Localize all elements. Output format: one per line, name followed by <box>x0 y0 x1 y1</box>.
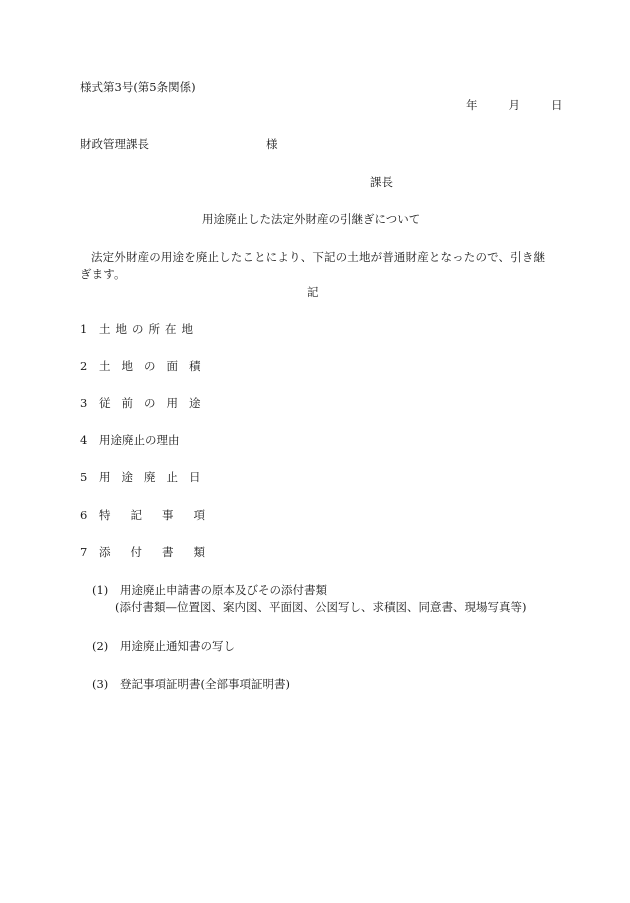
item-label: 土地の面積 <box>99 359 212 373</box>
item-number: 2 <box>80 359 88 373</box>
document-title: 用途廃止した法定外財産の引継ぎについて <box>202 212 421 226</box>
list-item <box>80 324 198 336</box>
item-number: 6 <box>80 508 88 522</box>
attachment-item <box>92 641 235 653</box>
item-label: 特記事項 <box>99 508 225 522</box>
item-number: 7 <box>80 545 88 559</box>
item-number: 3 <box>80 396 88 410</box>
item-number: 5 <box>80 470 88 484</box>
list-item <box>80 547 225 559</box>
date-year: 年 <box>466 98 478 112</box>
form-number: 様式第3号(第5条関係) <box>80 80 196 94</box>
item-label: 用途廃止の理由 <box>99 433 180 447</box>
sender: 課長 <box>370 175 393 189</box>
attachment-item <box>92 679 290 691</box>
attachment-number: (3) <box>92 677 109 691</box>
item-label: 用途廃止日 <box>99 470 212 484</box>
attachment-note: (添付書類—位置図、案内図、平面図、公図写し、求積図、同意書、現場写真等) <box>115 600 527 614</box>
item-label: 土地の所在地 <box>99 322 198 336</box>
recipient-honorific: 様 <box>266 137 278 151</box>
date-month: 月 <box>508 98 520 112</box>
attachment-item <box>92 585 327 597</box>
date-line <box>466 100 563 112</box>
attachment-number: (1) <box>92 583 109 597</box>
recipient: 財政管理課長 <box>80 137 149 151</box>
item-number: 1 <box>80 322 88 336</box>
attachment-label: 用途廃止申請書の原本及びその添付書類 <box>120 583 327 597</box>
item-number: 4 <box>80 433 88 447</box>
list-item <box>80 472 212 484</box>
attachment-label: 用途廃止通知書の写し <box>120 639 235 653</box>
attachment-number: (2) <box>92 639 109 653</box>
attachment-label: 登記事項証明書(全部事項証明書) <box>120 677 290 691</box>
date-day: 日 <box>551 98 563 112</box>
list-item <box>80 398 212 410</box>
item-label: 添付書類 <box>99 545 225 559</box>
body-paragraph: 法定外財産の用途を廃止したことにより、下記の土地が普通財産となったので、引き継ぎます。 <box>80 250 546 281</box>
item-label: 従前の用途 <box>99 396 212 410</box>
list-item <box>80 510 225 522</box>
ki-heading: 記 <box>307 285 319 299</box>
list-item <box>80 435 180 447</box>
list-item <box>80 361 212 373</box>
